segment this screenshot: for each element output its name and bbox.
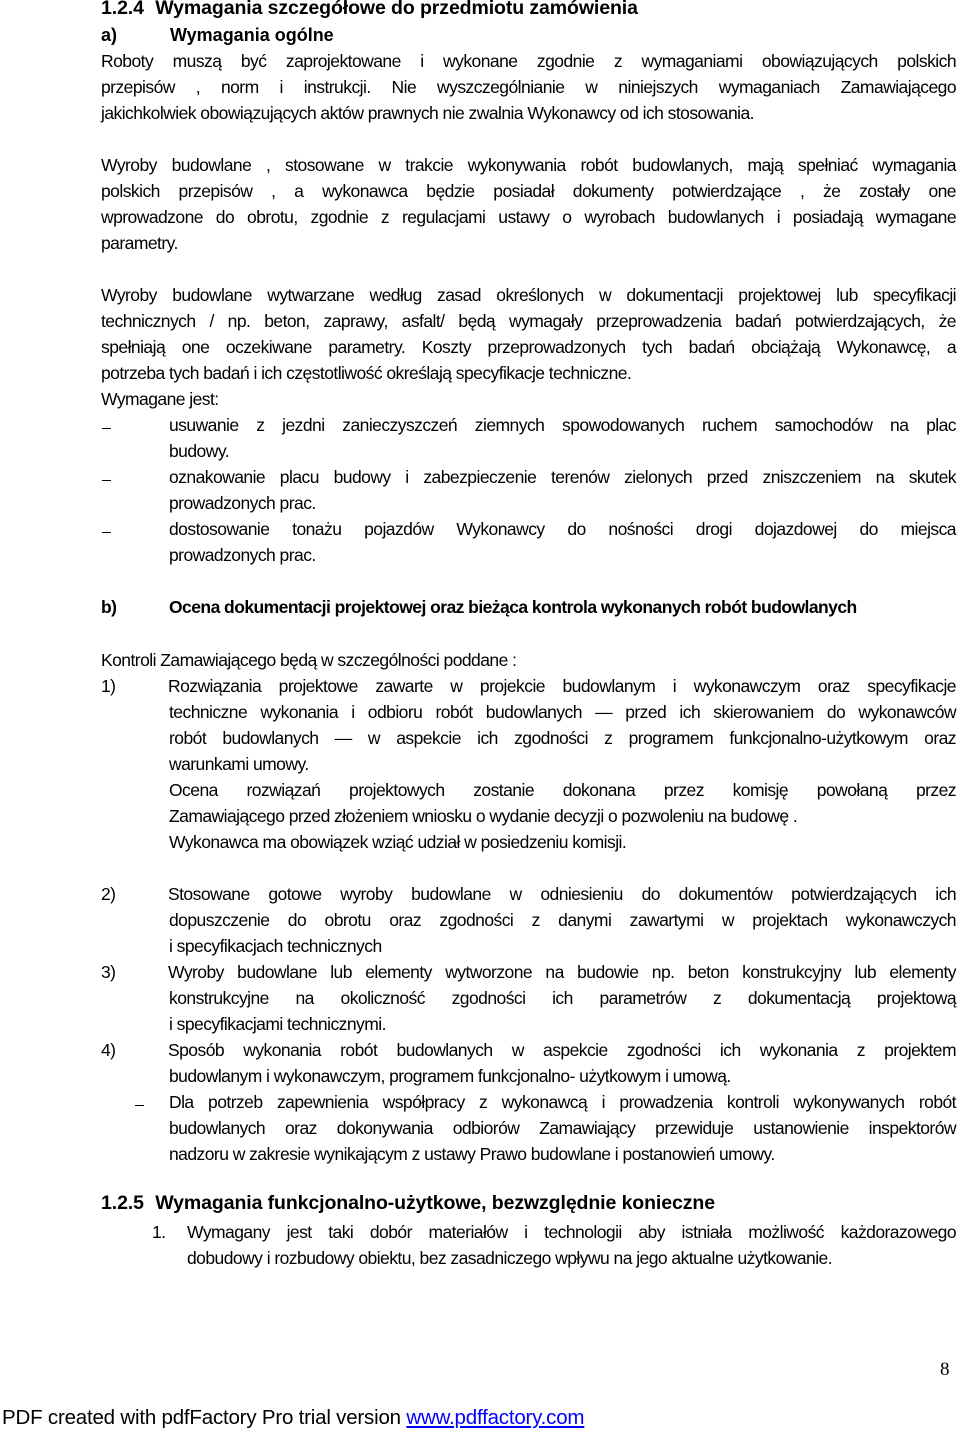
section-heading-1-2-4 (101, 0, 638, 20)
text-line: Dla potrzeb zapewnienia współpracy z wykonawcą i prowadzenia kontroli wykonywanych robót (169, 1092, 956, 1112)
text-line: Zamawiającego przed złożeniem wniosku o wydanie decyzji o pozwoleniu na budowę . (169, 806, 798, 826)
text-line: nadzoru w zakresie wynikającym z ustawy Prawo budowlane i postanowień umowy. (169, 1144, 775, 1164)
text-line: parametry. (101, 233, 178, 253)
text-line: oznakowanie placu budowy i zabezpieczenie terenów zielonych przed zniszczeniem na skutek (169, 467, 956, 487)
footer-text: PDF created with pdfFactory Pro trial version (2, 1406, 407, 1429)
section-heading-1-2-5 (101, 1192, 715, 1215)
text-line: Rozwiązania projektowe zawarte w projekcie budowlanym i wykonawczym oraz specyfikacje (168, 676, 956, 696)
page-number: 8 (940, 1359, 950, 1380)
text-line: jakichkolwiek obowiązujących aktów prawnych nie zwalnia Wykonawcy od ich stosowania. (101, 103, 754, 123)
text-line: warunkami umowy. (169, 754, 309, 774)
text-line: Wymagany jest taki dobór materiałów i technologii aby istniała możliwość każdorazowego (187, 1222, 956, 1242)
text-line: wprowadzone do obrotu, zgodnie z regulacjami ustawy o wyrobach budowlanych i posiadają wymagane (101, 207, 956, 227)
item-number: 3) (101, 962, 116, 982)
text-line: konstrukcyjne na okoliczność zgodności ich parametrów z dokumentacją projektową (169, 988, 956, 1008)
text-line: prowadzonych prac. (169, 545, 316, 565)
text-line: polskich przepisów , a wykonawca będzie posiadał dokumenty potwierdzające , że zostały one (101, 181, 956, 201)
text-line: dostosowanie tonażu pojazdów Wykonawcy do nośności drogi dojazdowej do miejsca (169, 519, 956, 539)
pdf-footer (2, 1406, 584, 1430)
item-number: 2) (101, 884, 116, 904)
text-line: Roboty muszą być zaprojektowane i wykonane zgodnie z wymaganiami obowiązujących polskich (101, 51, 956, 71)
text-line: potrzeba tych badań i ich częstotliwość określają specyfikacje techniczne. (101, 363, 632, 383)
subsection-marker: a) (101, 25, 118, 45)
item-number: 1) (101, 676, 116, 696)
text-line: techniczne wykonania i odbioru robót budowlanych — przed ich skierowaniem do wykonawców (169, 702, 956, 722)
text-line: robót budowlanych — w aspekcie ich zgodności z programem funkcjonalno-użytkowym oraz (169, 728, 956, 748)
section-title: Wymagania szczegółowe do przedmiotu zamówienia (155, 0, 638, 19)
text-line: budowlanych oraz dokonywania odbiorów Zamawiający przewiduje ustanowienie inspektorów (169, 1118, 956, 1138)
item-number: 4) (101, 1040, 116, 1060)
text-line: i specyfikacjami technicznymi. (169, 1014, 386, 1034)
dash-bullet (135, 1105, 144, 1106)
text-line: Wyroby budowlane wytwarzane według zasad określonych w dokumentacji projektowej lub specyfikacji (101, 285, 956, 305)
text-line: przepisów , norm i instrukcji. Nie wyszczególnianie w niniejszych wymaganiach Zamawiającego (101, 77, 956, 97)
dash-bullet (102, 428, 111, 429)
text-line: Ocena rozwiązań projektowych zostanie dokonana przez komisję powołaną przez (169, 780, 956, 800)
subsection-marker: b) (101, 597, 117, 617)
text-line: i specyfikacjach technicznych (169, 936, 382, 956)
dash-bullet (102, 532, 111, 533)
text-line: Stosowane gotowe wyroby budowlane w odniesieniu do dokumentów potwierdzających ich (168, 884, 956, 904)
subsection-a-heading (101, 25, 334, 46)
text-line: Wyroby budowlane , stosowane w trakcie wykonywania robót budowlanych, mają spełniać wymagania (101, 155, 956, 175)
text-line: Sposób wykonania robót budowlanych w aspekcie zgodności ich wykonania z projektem (168, 1040, 956, 1060)
subsection-title: Ocena dokumentacji projektowej oraz bieżąca kontrola wykonanych robót budowlanych (169, 597, 857, 617)
text-line: dopuszczenie do obrotu oraz zgodności z danymi zawartymi w projektach wykonawczych (169, 910, 956, 930)
subsection-title: Wymagania ogólne (170, 25, 334, 45)
text-line: dobudowy i rozbudowy obiektu, bez zasadniczego wpływu na jego aktualne użytkowanie. (187, 1248, 833, 1268)
text-line: spełniają one oczekiwane parametry. Koszty przeprowadzonych tych badań obciążają Wykonawcę, a (101, 337, 956, 357)
section-number: 1.2.5 (101, 1192, 144, 1214)
section-number: 1.2.4 (101, 0, 144, 19)
text-line: budowlanym i wykonawczym, programem funkcjonalno- użytkowym i umową. (169, 1066, 731, 1086)
text-line: Wymagane jest: (101, 389, 219, 409)
text-line: usuwanie z jezdni zanieczyszczeń ziemnych spowodowanych ruchem samochodów na plac (169, 415, 956, 435)
dash-bullet (102, 480, 111, 481)
text-line: Wyroby budowlane lub elementy wytworzone na budowie np. beton konstrukcyjny lub elementy (168, 962, 956, 982)
item-number: 1. (152, 1222, 166, 1242)
text-line: technicznych / np. beton, zaprawy, asfalt/ będą wymagały przeprowadzenia badań potwierdzających, że (101, 311, 956, 331)
section-title: Wymagania funkcjonalno-użytkowe, bezwzględnie konieczne (155, 1192, 715, 1214)
text-line: prowadzonych prac. (169, 493, 316, 513)
text-line: Wykonawca ma obowiązek wziąć udział w posiedzeniu komisji. (169, 832, 627, 852)
text-line: budowy. (169, 441, 230, 461)
footer-link[interactable]: www.pdffactory.com (406, 1406, 585, 1429)
text-line: Kontroli Zamawiającego będą w szczególności poddane : (101, 650, 517, 670)
